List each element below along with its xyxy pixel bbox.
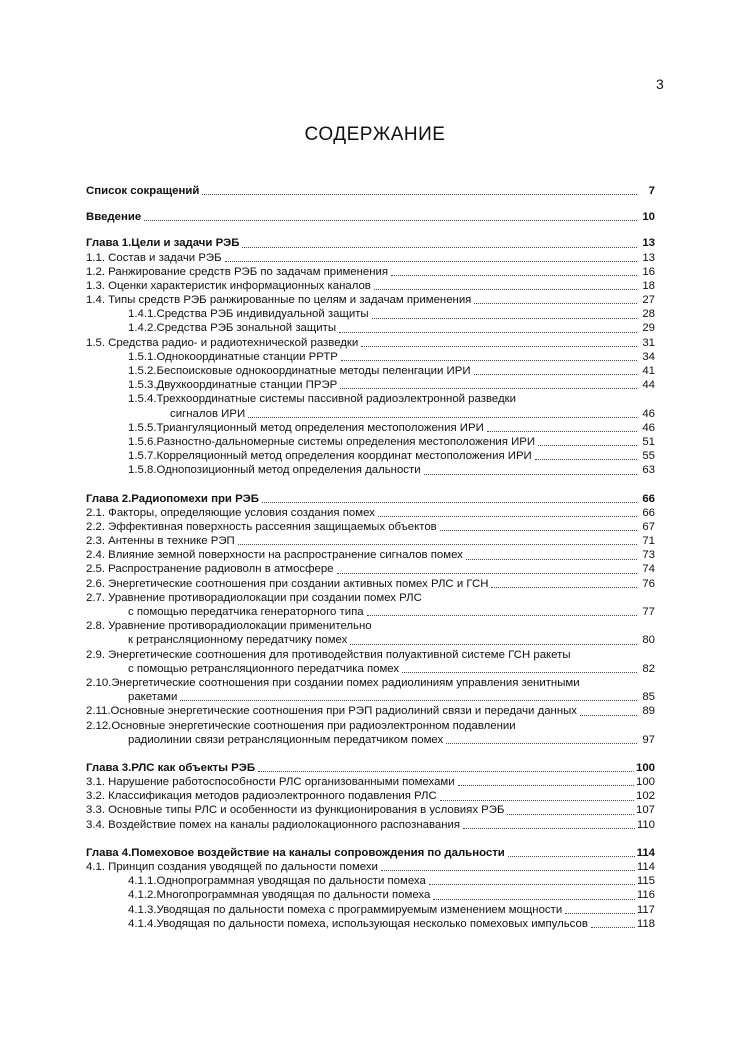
toc-entry[interactable]: 1.4. Типы средств РЭБ ранжированные по целям и задачам применения 27: [86, 294, 655, 307]
toc-subentry[interactable]: сигналов ИРИ 46: [170, 407, 655, 420]
toc-entry[interactable]: 1.3. Оценки характеристик информационных каналов 18: [86, 279, 655, 292]
toc-subentry[interactable]: 1.5.6.Разностно-дальномерные системы определения местоположения ИРИ 51: [128, 435, 655, 448]
toc-entry-first-line[interactable]: 2.8. Уравнение противорадиолокации применительно: [86, 620, 372, 633]
toc-chapter-1[interactable]: Глава 1.Цели и задачи РЭБ 13: [86, 237, 655, 250]
toc-entry-first-line[interactable]: 2.9. Энергетические соотношения для противодействия полуактивной системе ГСН ракеты: [86, 648, 571, 661]
toc-subentry[interactable]: 1.5.2.Беспоисковые однокоординатные методы пеленгации ИРИ 41: [128, 365, 655, 378]
toc-entry[interactable]: 2.5. Распространение радиоволн в атмосфере 74: [86, 563, 655, 576]
toc-entry[interactable]: Список сокращений 7: [86, 184, 655, 197]
toc-subentry[interactable]: 4.1.1.Однопрограммная уводящая по дальности помеха 115: [128, 875, 655, 888]
toc-entry[interactable]: с помощью ретрансляционного передатчика помех 82: [128, 662, 655, 675]
toc-chapter-3[interactable]: Глава 3.РЛС как объекты РЭБ 100: [86, 761, 655, 774]
toc-subentry[interactable]: 4.1.2.Многопрограммная уводящая по дальности помеха 116: [128, 889, 655, 902]
toc-entry[interactable]: радиолинии связи ретрансляционным передатчиком помех 97: [128, 733, 655, 746]
toc-entry-first-line[interactable]: 2.10.Энергетические соотношения при создании помех радиолиниям управления зенитными: [86, 677, 580, 689]
toc-entry[interactable]: 2.4. Влияние земной поверхности на распространение сигналов помех 73: [86, 549, 655, 562]
toc-entry[interactable]: ракетами 85: [128, 691, 655, 704]
toc-subentry[interactable]: 1.5.3.Двухкоординатные станции ПРЭР 44: [128, 379, 655, 392]
toc-entry[interactable]: 1.5. Средства радио- и радиотехнической разведки 31: [86, 336, 655, 349]
toc-entry[interactable]: 3.2. Классификация методов радиоэлектронного подавления РЛС 102: [86, 790, 655, 803]
toc-entry[interactable]: 3.1. Нарушение работоспособности РЛС организованными помехами 100: [86, 776, 655, 789]
toc-entry[interactable]: 2.2. Эффективная поверхность рассеяния защищаемых объектов 67: [86, 520, 655, 533]
toc-chapter-4[interactable]: Глава 4.Помеховое воздействие на каналы сопровождения по дальности 114: [86, 846, 655, 859]
page-title: СОДЕРЖАНИЕ: [304, 124, 446, 145]
toc-subentry[interactable]: 1.5.7.Корреляционный метод определения координат местоположения ИРИ 55: [128, 450, 655, 463]
toc-subentry[interactable]: 4.1.4.Уводящая по дальности помеха, использующая несколько помеховых импульсов 118: [128, 917, 655, 930]
toc-entry[interactable]: 1.1. Состав и задачи РЭБ 13: [86, 251, 655, 264]
toc-entry[interactable]: 1.2. Ранжирование средств РЭБ по задачам применения 16: [86, 265, 655, 278]
toc-subentry[interactable]: 1.4.1.Средства РЭБ индивидуальной защиты 28: [128, 308, 655, 321]
toc-subentry[interactable]: 1.5.1.Однокоординатные станции РРТР 34: [128, 350, 655, 363]
toc-entry-first-line[interactable]: 2.12.Основные энергетические соотношения при радиоэлектронном подавлении: [86, 719, 516, 732]
toc-entry[interactable]: Введение 10: [86, 211, 655, 224]
table-of-contents: [86, 184, 655, 931]
toc-entry[interactable]: 2.6. Энергетические соотношения при создании активных помех РЛС и ГСН 76: [86, 577, 655, 590]
toc-entry[interactable]: к ретрансляционному передатчику помех 80: [128, 634, 655, 647]
toc-subentry[interactable]: 1.5.8.Однопозиционный метод определения дальности 63: [128, 464, 655, 477]
toc-subentry[interactable]: 4.1.3.Уводящая по дальности помеха с программируемым изменением мощности 117: [128, 903, 655, 916]
toc-entry[interactable]: с помощью передатчика генераторного типа 77: [128, 606, 655, 619]
toc-chapter-2[interactable]: Глава 2.Радиопомехи при РЭБ 66: [86, 492, 655, 505]
toc-entry[interactable]: 3.3. Основные типы РЛС и особенности из функционирования в условиях РЭБ 107: [86, 804, 655, 817]
toc-subentry-first-line[interactable]: 1.5.4.Трехкоординатные системы пассивной радиоэлектронной разведки: [128, 393, 516, 406]
toc-entry[interactable]: 2.11.Основные энергетические соотношения при РЭП радиолиний связи и передачи данных 89: [86, 705, 655, 718]
toc-entry[interactable]: 3.4. Воздействие помех на каналы радиолокационного распознавания 110: [86, 818, 655, 831]
toc-entry[interactable]: 2.3. Антенны в технике РЭП 71: [86, 535, 655, 548]
toc-subentry[interactable]: 1.4.2.Средства РЭБ зональной защиты 29: [128, 322, 655, 335]
toc-entry[interactable]: 2.1. Факторы, определяющие условия создания помех 66: [86, 506, 655, 519]
toc-entry[interactable]: 4.1. Принцип создания уводящей по дальности помехи 114: [86, 861, 655, 874]
toc-entry-first-line[interactable]: 2.7. Уравнение противорадиолокации при создании помех РЛС: [86, 591, 422, 604]
page-number: 3: [656, 76, 664, 92]
toc-subentry[interactable]: 1.5.5.Триангуляционный метод определения местоположения ИРИ 46: [128, 421, 655, 434]
